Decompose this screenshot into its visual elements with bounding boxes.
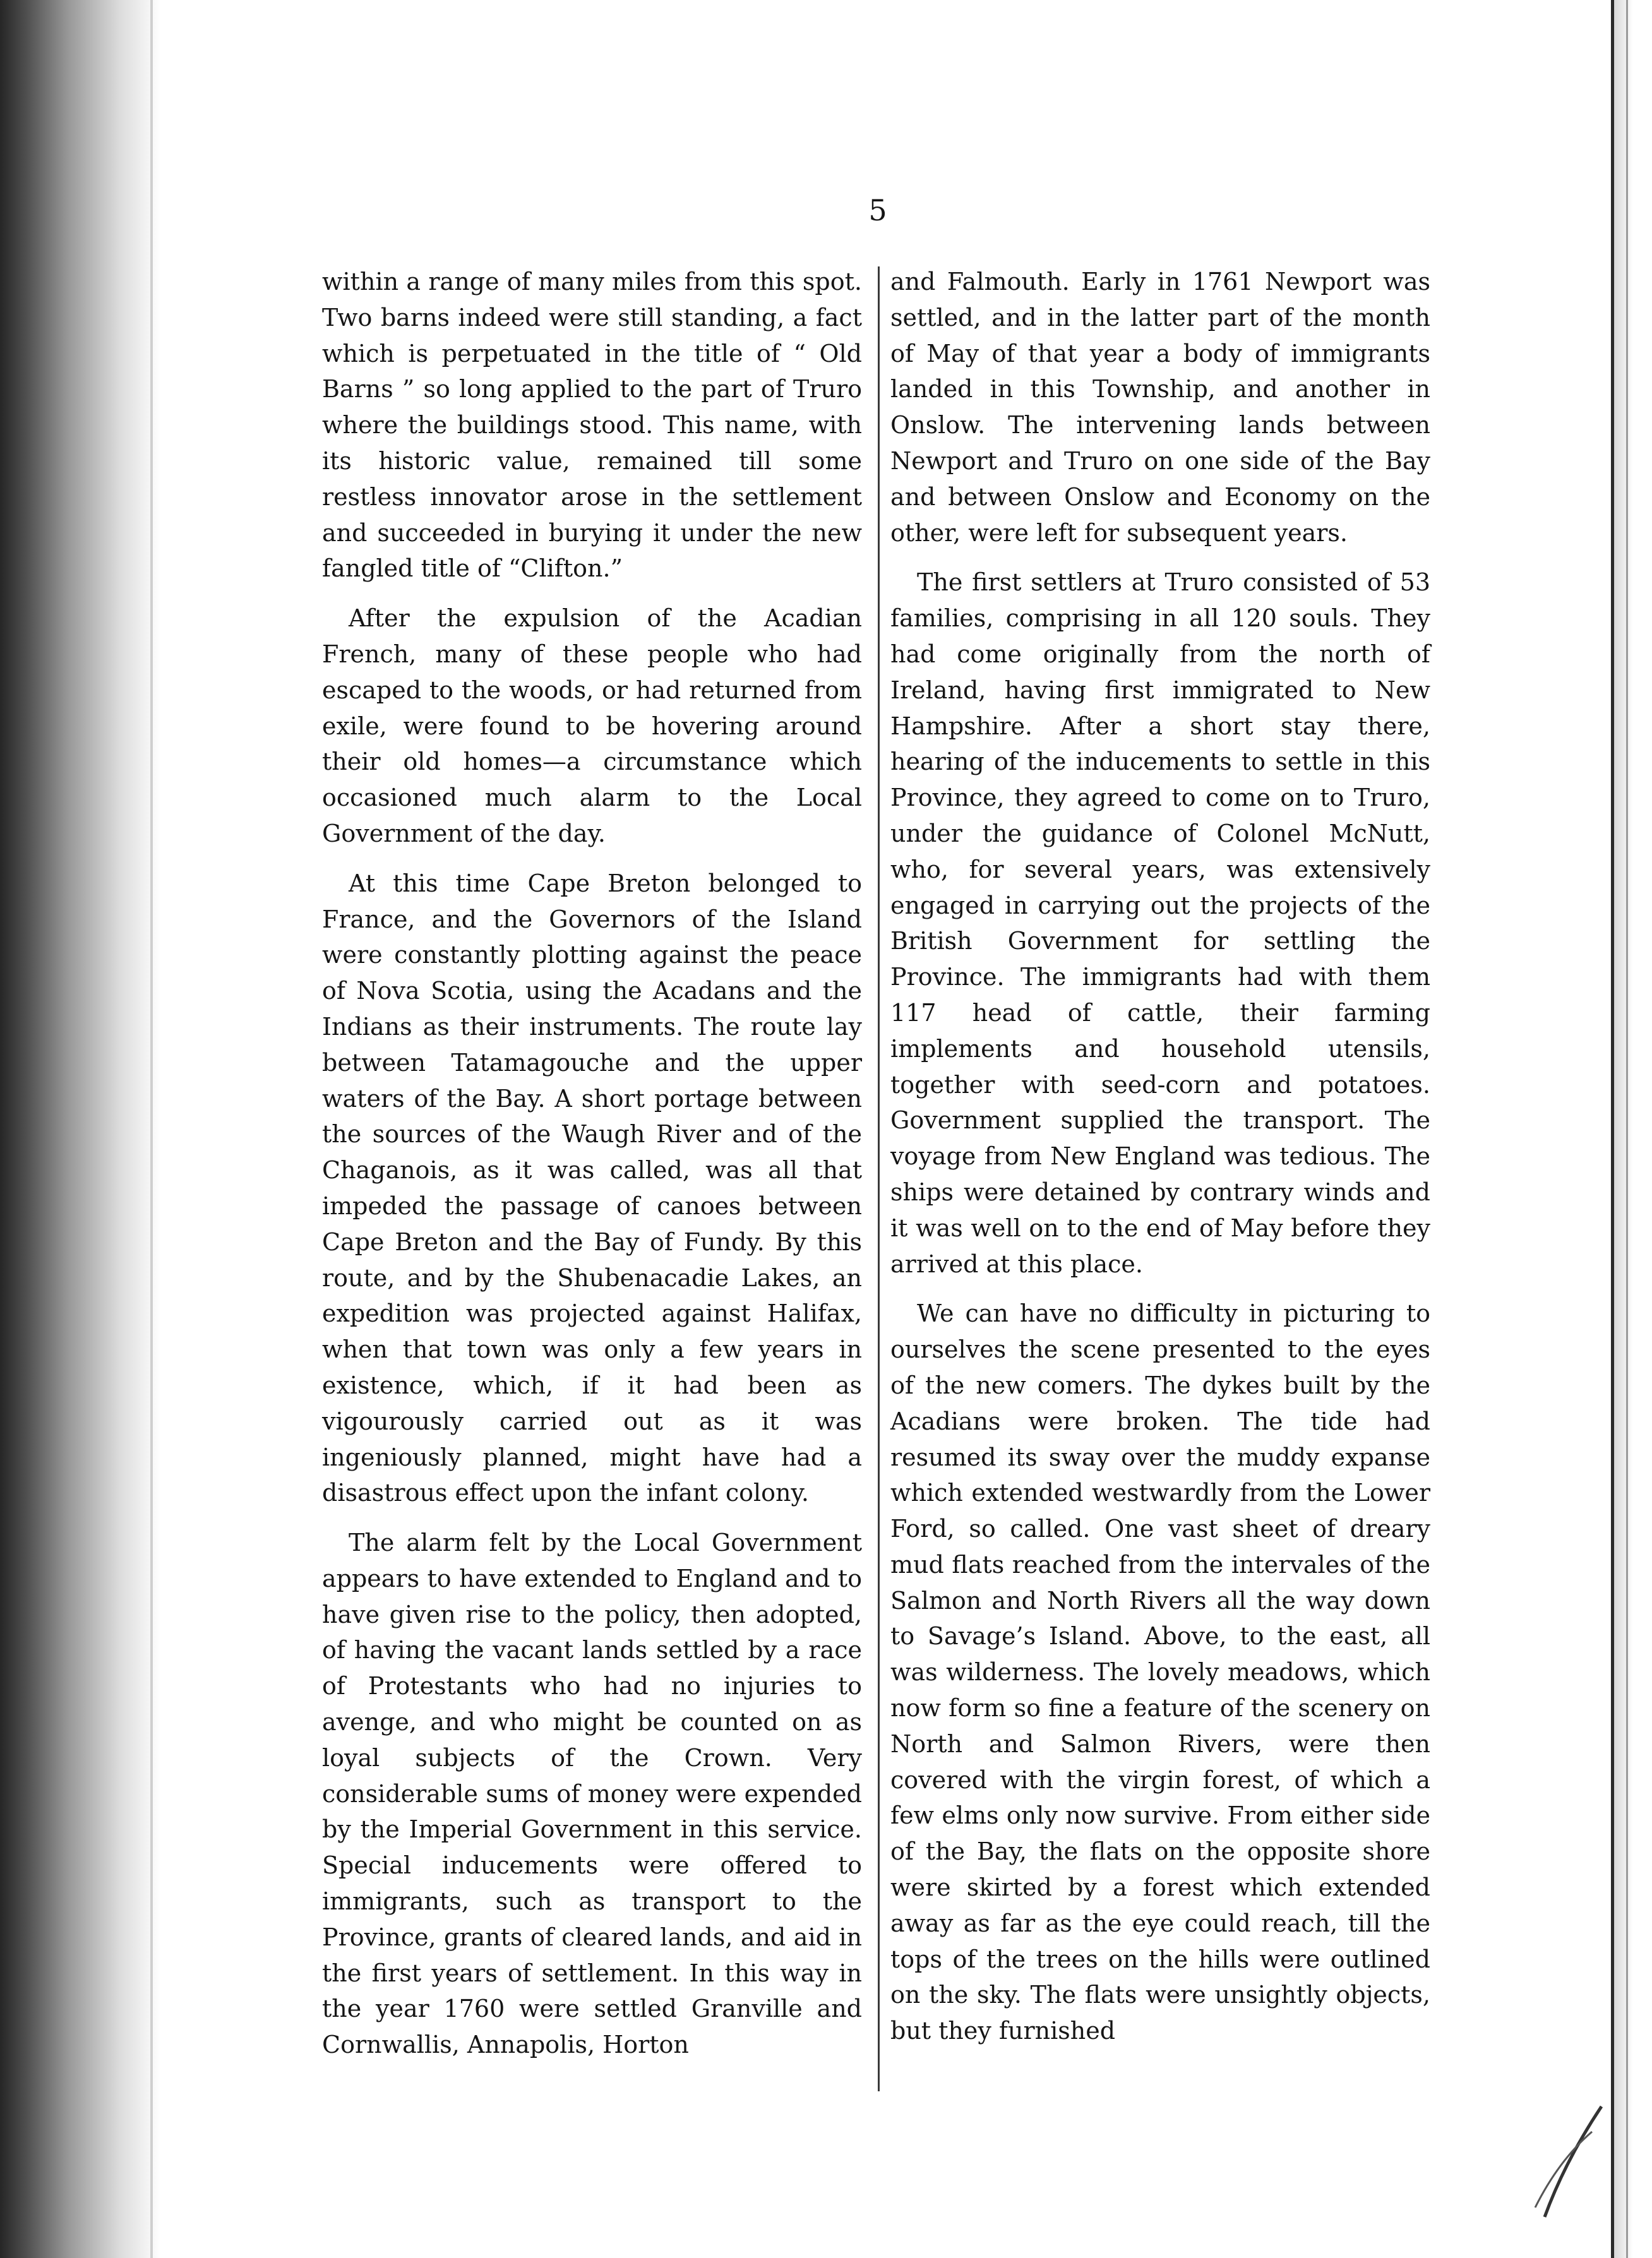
- left-paragraph-4: The alarm felt by the Local Government appears to have extended to England and to have given rise to the policy, then adopted, of having the vacant lands settled by a race of Protestants who had no injuries to avenge, and who might be counted on as loyal subjects of the Crown. Very considerable sums of money were expended by the Imperial Government in this service. Special inducements were offered to immigrants, such as transport to the Province, grants of cleared lands, and aid in the first years of settlement. In this way in the year 1760 were settled Granville and Cornwallis, Annapolis, Horton: [322, 1529, 862, 2059]
- right-paragraph-2: The first settlers at Truro consisted of 53 families, comprising in all 120 souls. They had come originally from the north of Ireland, having first immigrated to New Hampshire. After a short stay there, hearing of the inducements to settle in this Province, they agreed to come on to Truro, under the guidance of Colonel McNutt, who, for several years, was extensively engaged in carrying out the projects of the British Government for settling the Province. The immigrants had with them 117 head of cattle, their farming implements and household utensils, together with seed-corn and potatoes. Government supplied the transport. The voyage from New England was tedious. The ships were detained by contrary winds and it was well on to the end of May before they arrived at this place.: [890, 568, 1430, 1278]
- left-paragraph-2: After the expulsion of the Acadian French, many of these people who had escaped to the woods, or had returned from exile, were found to be hovering around their old homes—a circumstance which occasioned much alarm to the Local Government of the day.: [322, 604, 862, 847]
- page-right-edge-line: [1626, 0, 1628, 2258]
- left-paragraph-1: within a range of many miles from this spot. Two barns indeed were still standing, a fact which is perpetuated in the title of “ Old Barns ” so long applied to the part of Truro where the buildings stood. This name, with its historic value, remained till some restless innovator arose in the settlement and succeeded in burying it under the new fangled title of “Clifton.”: [322, 268, 862, 583]
- left-paragraph-3: At this time Cape Breton belonged to France, and the Governors of the Island were constantly plotting against the peace of Nova Scotia, using the Acadans and the Indians as their instruments. The route lay between Tatamagouche and the upper waters of the Bay. A short portage between the sources of the Waugh River and of the Chaganois, as it was called, was all that impeded the passage of canoes between Cape Breton and the Bay of Fundy. By this route, and by the Shubenacadie Lakes, an expedition was projected against Halifax, when that town was only a few years in existence, which, if it had been as vigourously carried out as it was ingeniously planned, might have had a disastrous effect upon the infant colony.: [322, 869, 862, 1507]
- column-divider: [878, 266, 880, 2091]
- page-spine-line: [150, 0, 153, 2258]
- right-paragraph-3: We can have no difficulty in picturing to ourselves the scene presented to the eyes of the new comers. The dykes built by the Acadians were broken. The tide had resumed its sway over the muddy expanse which extended westwardly from the Lower Ford, so called. One vast sheet of dreary mud flats reached from the intervales of the Salmon and North Rivers all the way down to Savage’s Island. Above, to the east, all was wilderness. The lovely meadows, which now form so fine a feature of the scenery on North and Salmon Rivers, were then covered with the virgin forest, of which a few elms only now survive. From either side of the Bay, the flats on the opposite shore were skirted by a forest which extended away as far as the eye could reach, till the tops of the trees on the hills were outlined on the sky. The flats were unsightly objects, but they furnished: [890, 1299, 1430, 2045]
- page-binding-shadow: [0, 0, 161, 2258]
- left-text-column: [322, 264, 862, 2063]
- page-number: 5: [868, 193, 887, 227]
- page-right-edge: [1611, 0, 1652, 2258]
- right-text-column: [890, 264, 1430, 2049]
- page-corner-curl: [1532, 2094, 1608, 2220]
- right-paragraph-1: and Falmouth. Early in 1761 Newport was settled, and in the latter part of the month of May of that year a body of immigrants landed in this Township, and another in Onslow. The intervening lands between Newport and Truro on one side of the Bay and between Onslow and Economy on the other, were left for subsequent years.: [890, 268, 1430, 547]
